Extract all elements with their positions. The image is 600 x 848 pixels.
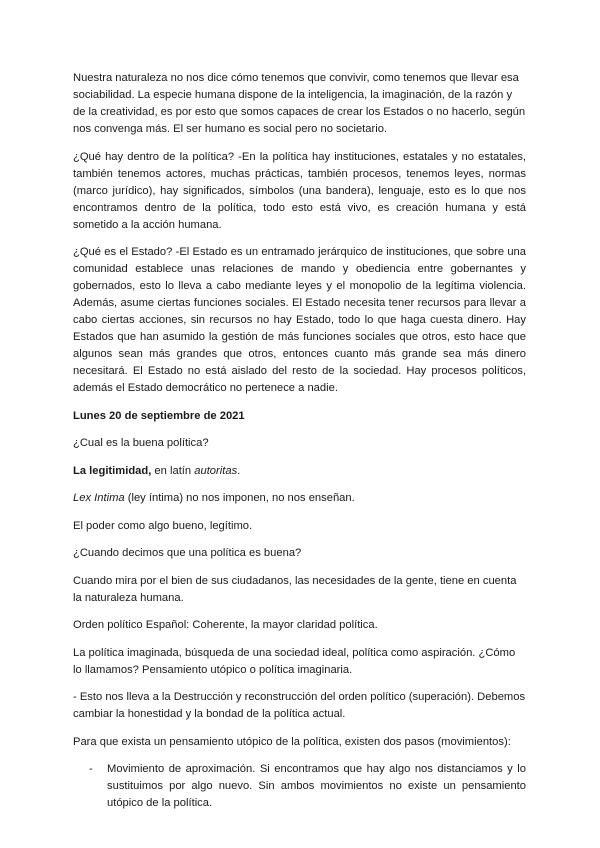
movements-list bbox=[73, 761, 526, 812]
paragraph-orden-politico: Orden político Español: Coherente, la mayor claridad política. bbox=[73, 619, 378, 631]
lex-intima-term: Lex Intima bbox=[73, 492, 125, 504]
date-heading: Lunes 20 de septiembre de 2021 bbox=[73, 409, 245, 422]
lex-intima-text: (ley íntima) no nos imponen, no nos enseñan. bbox=[124, 492, 355, 504]
list-item bbox=[73, 761, 526, 812]
paragraph-naturaleza: Nuestra naturaleza no nos dice cómo tenemos que convivir, como tenemos que llevar esa sociabilidad. La especie humana dispone de la inteligencia, la imaginación, de la razón y de la creatividad, es por esto que somos capaces de crear los Estados o no hacerlo, según nos convenga más. El ser humano es social pero no societario. bbox=[73, 72, 526, 135]
question-buena-politica: ¿Cual es la buena política? bbox=[73, 437, 209, 449]
paragraph-poder: El poder como algo bueno, legítimo. bbox=[73, 519, 253, 532]
document-body bbox=[73, 70, 526, 812]
legitimidad-period: . bbox=[237, 464, 241, 477]
paragraph-lex-intima bbox=[73, 490, 526, 507]
legitimidad-text: en latín bbox=[151, 464, 195, 477]
autoritas-term: autoritas bbox=[194, 464, 238, 477]
list-bullet: - bbox=[89, 763, 93, 775]
question-cuando: ¿Cuando decimos que una política es buena? bbox=[73, 547, 302, 559]
list-item-text: Movimiento de aproximación. Si encontramos que hay algo nos distanciamos y lo sustituimos por algo nuevo. Sin ambos movimientos no existe un pensamiento utópico de la política. bbox=[107, 763, 526, 809]
paragraph-para-que: Para que exista un pensamiento utópico de la política, existen dos pasos (movimientos): bbox=[73, 735, 511, 748]
legitimidad-term: La legitimidad, bbox=[73, 464, 152, 477]
paragraph-politica-imaginada: La política imaginada, búsqueda de una sociedad ideal, política como aspiración. ¿Cómo lo llamamos? Pensamiento utópico o política imaginaria. bbox=[73, 646, 516, 676]
paragraph-cuando-mira: Cuando mira por el bien de sus ciudadanos, las necesidades de la gente, tiene en cuenta la naturaleza humana. bbox=[73, 574, 517, 604]
paragraph-destruccion: - Esto nos lleva a la Destrucción y reconstrucción del orden político (superación). Debemos cambiar la honestidad y la bondad de la política actual. bbox=[73, 691, 526, 720]
paragraph-legitimidad bbox=[73, 463, 526, 480]
paragraph-politica: ¿Qué hay dentro de la política? -En la política hay instituciones, estatales y no estatales, también tenemos actores, muchas prácticas, también procesos, tenemos leyes, normas (marco jurídico), hay significados, símbolos (una bandera), lenguaje, esto es lo que nos encontramos dentro de la política, todo esto está vivo, es creación humana y está sometido a la acción humana. bbox=[73, 150, 526, 231]
paragraph-estado: ¿Qué es el Estado? -El Estado es un entramado jerárquico de instituciones, que sobre una comunidad establece unas relaciones de mando y obediencia entre gobernantes y gobernados, esto lo lleva a cabo mediante leyes y el monopolio de la legítima violencia. Además, asume ciertas funciones sociales. El Estado necesita tener recursos para llevar a cabo ciertas acciones, sin recursos no hay Estado, todo lo que haga cuesta dinero. Hay Estados que han asumido la gestión de más funciones sociales que otros, esto hace que algunos sean más grandes que otros, entonces cuanto más grande sea más dinero necesitará. El Estado no está aislado del resto de la sociedad. Hay procesos políticos, además el Estado democrático no pertenece a nadie. bbox=[73, 246, 526, 394]
